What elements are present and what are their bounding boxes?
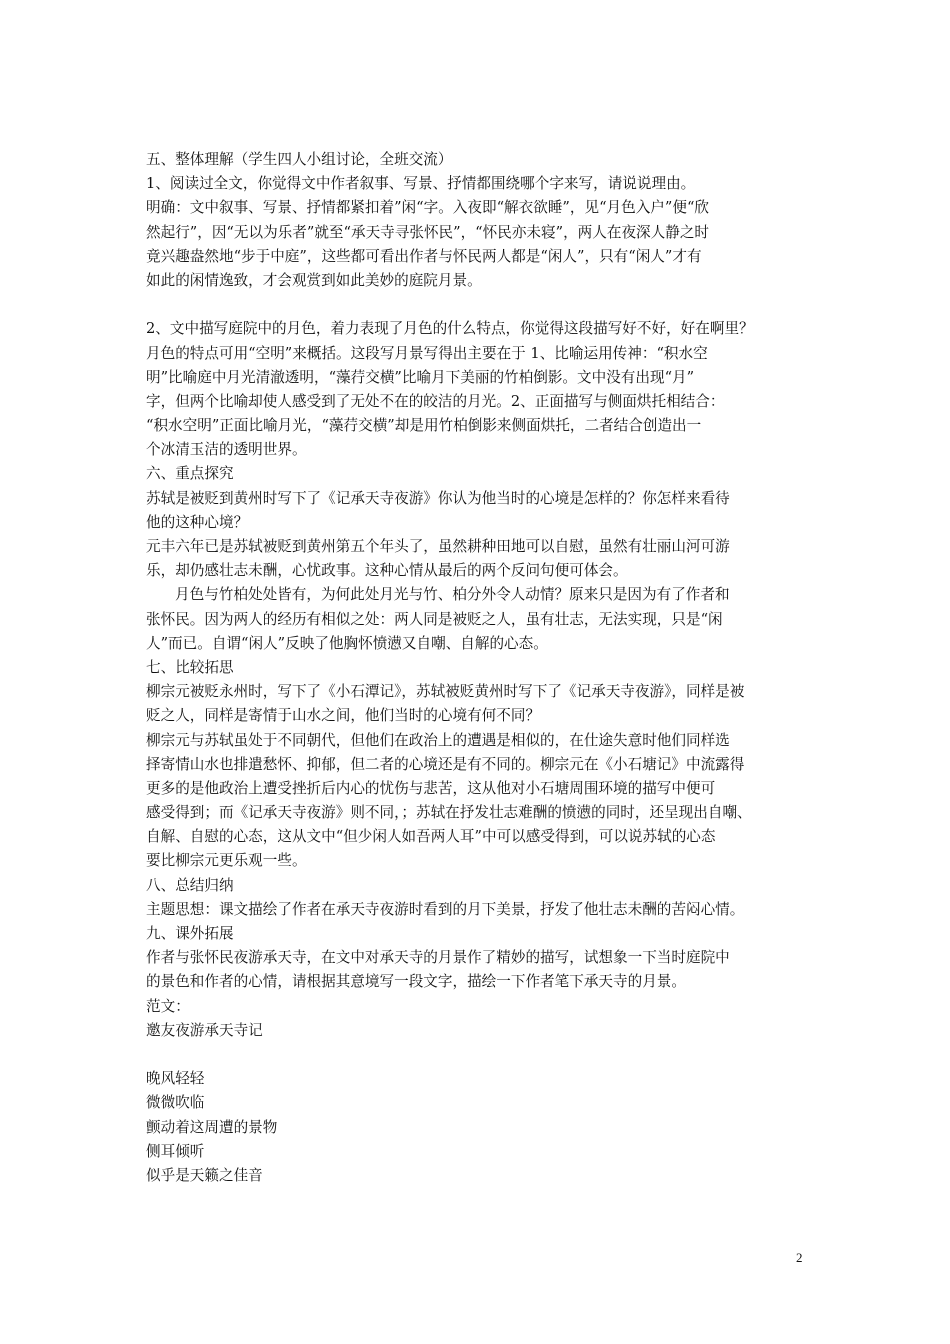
- heading-overall-understanding: 五、整体理解（学生四人小组讨论，全班交流）: [146, 151, 453, 168]
- sample-title: 邀友夜游承天寺记: [146, 1021, 263, 1039]
- heading-key-exploration: 六、重点探究: [146, 465, 234, 483]
- answer-3-line: 元丰六年已是苏轼被贬到黄州第五个年头了，虽然耕种田地可以自慰，虽然有壮丽山河可游: [146, 538, 730, 555]
- answer-2-line: 月色的特点可用“空明”来概括。这段写月景写得出主要在于 1、比喻运用传神：“积水空: [146, 344, 708, 362]
- poem-line: 晚风轻轻: [146, 1070, 205, 1088]
- answer-3-paragraph-line: 张怀民。因为两人的经历有相似之处：两人同是被贬之人，虽有壮志，无法实现，只是“闲: [146, 610, 723, 628]
- answer-4-line: 自解、自慰的心态，这从文中“但少闲人如吾两人耳”中可以感受得到，可以说苏轼的心态: [146, 828, 716, 846]
- question-2: 2、文中描写庭院中的月色，着力表现了月色的什么特点，你觉得这段描写好不好，好在啊里？: [146, 320, 754, 338]
- answer-1-line: 竟兴趣盎然地“步于中庭”，这些都可看出作者与怀民两人都是“闲人”，只有“闲人”才有: [146, 247, 702, 265]
- answer-3-line: 乐，却仍感壮志未酬，心忧政事。这种心情从最后的两个反问句便可体会。: [146, 562, 628, 580]
- answer-3-paragraph-line: 人”而已。自谓“闲人”反映了他胸怀愤懑又自嘲、自解的心态。: [146, 634, 548, 652]
- heading-extension: 九、课外拓展: [146, 925, 234, 942]
- poem-line: 微微吹临: [146, 1094, 205, 1112]
- answer-4-line: 要比柳宗元更乐观一些。: [146, 852, 307, 870]
- poem-line: 颤动着这周遭的景物: [146, 1118, 278, 1136]
- page-number: 2: [796, 1250, 803, 1265]
- answer-2-line: 个冰清玉洁的透明世界。: [146, 441, 307, 459]
- answer-4-line: 更多的是他政治上遭受挫折后内心的忧伤与悲苦，这从他对小石塘周围环境的描写中便可: [146, 779, 716, 797]
- sample-label: 范文：: [146, 997, 190, 1015]
- answer-2-line: 字，但两个比喻却使人感受到了无处不在的皎洁的月光。2、正面描写与侧面烘托相结合：: [146, 392, 725, 410]
- theme-statement: 主题思想：课文描绘了作者在承天寺夜游时看到的月下美景，抒发了他壮志未酬的苦闷心情。: [146, 900, 745, 918]
- blank-line: [146, 1043, 818, 1067]
- answer-4-line: 柳宗元与苏轼虽处于不同朝代，但他们在政治上的遭遇是相似的，在仕途失意时他们同样选: [146, 731, 730, 749]
- document-body: [146, 148, 818, 1188]
- question-3-line: 他的这种心境？: [146, 513, 249, 531]
- blank-line: [146, 293, 818, 317]
- answer-2-line: 明”比喻庭中月光清澈透明，“藻荇交横”比喻月下美丽的竹柏倒影。文中没有出现“月”: [146, 368, 695, 386]
- extension-task-line: 的景色和作者的心情，请根据其意境写一段文字，描绘一下作者笔下承天寺的月景。: [146, 973, 686, 991]
- question-1: 1、阅读过全文，你觉得文中作者叙事、写景、抒情都围绕哪个字来写，请说说理由。: [146, 175, 696, 193]
- answer-3-paragraph-line: 月色与竹柏处处皆有，为何此处月光与竹、柏分外令人动情？原来只是因为有了作者和: [175, 586, 730, 604]
- answer-1-line: 然起行”，因“无以为乐者”就至“承天寺寻张怀民”，“怀民亦未寝”，两人在夜深人静之时: [146, 223, 710, 241]
- answer-4-line: 择寄情山水也排遣愁怀、抑郁，但二者的心境还是有不同的。柳宗元在《小石塘记》中流露得: [146, 755, 745, 773]
- poem-line: 侧耳倾听: [146, 1142, 205, 1160]
- answer-4-line: 感受得到；而《记承天寺夜游》则不同，；苏轼在抒发壮志难酬的愤懑的同时，还呈现出自嘲、: [146, 804, 752, 822]
- answer-2-line: “积水空明”正面比喻月光，“藻荇交横”却是用竹柏倒影来侧面烘托，二者结合创造出一: [146, 417, 702, 435]
- question-4-line: 柳宗元被贬永州时，写下了《小石潭记》，苏轼被贬黄州时写下了《记承天寺夜游》，同样是被: [146, 683, 745, 701]
- question-3-line: 苏轼是被贬到黄州时写下了《记承天寺夜游》你认为他当时的心境是怎样的？你怎样来看待: [146, 489, 730, 507]
- extension-task-line: 作者与张怀民夜游承天寺，在文中对承天寺的月景作了精妙的描写，试想象一下当时庭院中: [146, 949, 730, 967]
- answer-1-line: 明确：文中叙事、写景、抒情都紧扣着”闲“字。入夜即“解衣欲睡”，见“月色入户”便“欣: [146, 199, 710, 217]
- poem-line: 似乎是天籁之佳音: [146, 1166, 263, 1184]
- heading-summary: 八、总结归纳: [146, 876, 234, 894]
- heading-comparison: 七、比较拓思: [146, 658, 234, 676]
- answer-1-line: 如此的闲情逸致，才会观赏到如此美妙的庭院月景。: [146, 271, 482, 289]
- question-4-line: 贬之人，同样是寄情于山水之间，他们当时的心境有何不同？: [146, 707, 541, 725]
